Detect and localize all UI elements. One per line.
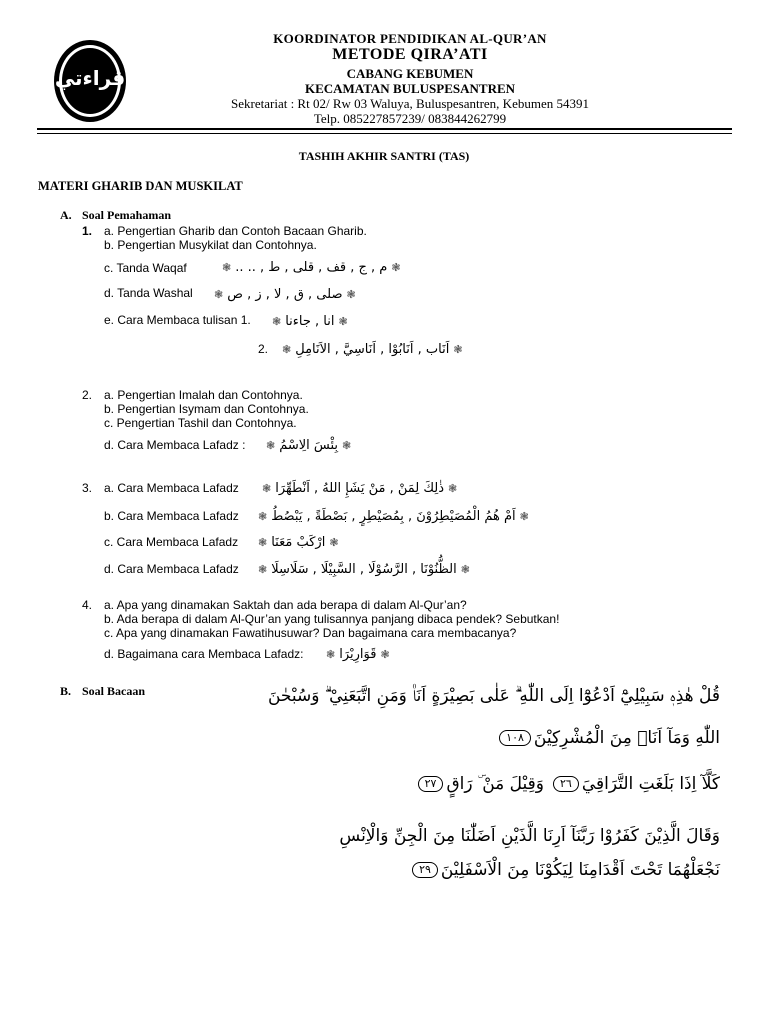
- q3-number: 3.: [82, 481, 93, 495]
- ornament-icon: ❃: [222, 261, 232, 274]
- header-line2: METODE QIRA’ATI: [332, 46, 488, 63]
- q1-a: a. Pengertian Gharib dan Contoh Bacaan Gharib.: [104, 224, 367, 238]
- logo-calligraphy: قراءتي: [54, 66, 126, 90]
- ornament-icon: ❃: [346, 288, 356, 301]
- verse3-number-badge: ٢٩: [412, 862, 438, 878]
- verse2: كَلَّآ اِذَا بَلَغَتِ التَّرَاقِيَ: [581, 774, 720, 794]
- header-rule-thick: [37, 128, 732, 130]
- header-rule-thin: [37, 133, 732, 134]
- q2-number: 2.: [82, 388, 93, 402]
- verse1-line2-row: [200, 728, 720, 748]
- qiraati-logo: [52, 38, 128, 124]
- ornament-icon: ❃: [453, 343, 463, 356]
- q4-d-arabic-box: [326, 642, 390, 666]
- q3-a: a. Cara Membaca Lafadz: [104, 481, 239, 495]
- q3-b: b. Cara Membaca Lafadz: [104, 509, 239, 523]
- q1-c: c. Tanda Waqaf: [104, 261, 187, 275]
- ornament-icon: ❃: [266, 439, 276, 452]
- q1-e: e. Cara Membaca tulisan 1.: [104, 313, 251, 327]
- q3-b-arabic-box: [258, 504, 529, 528]
- header-line4: KECAMATAN BULUSPESANTREN: [304, 81, 516, 96]
- q1-b: b. Pengertian Musykilat dan Contohnya.: [104, 238, 317, 252]
- q4-d-arabic: قَوَارِيْرَا: [339, 646, 377, 662]
- ornament-icon: ❃: [338, 315, 348, 328]
- q1-d-arabic-box: [214, 282, 356, 306]
- verse1-line1: قُلْ هٰذِهٖ سَبِيْلِيْٓ اَدْعُوْٓا اِلَى اللّٰهِ ۗ عَلٰى بَصِيْرَةٍ اَنَا۠ وَمَنِ اتَّبَعَنِيْ ۗ وَسُبْحٰنَ: [267, 686, 720, 706]
- verse3-line2: نَجْعَلْهُمَا تَحْتَ اَقْدَامِنَا لِيَكُوْنَا مِنَ الْاَسْفَلِيْنَ: [440, 860, 720, 880]
- ornament-icon: ❃: [329, 536, 339, 549]
- q1-c-arabic: م , ج , قف , قلى , ط , .. ..: [235, 259, 388, 275]
- q3-a-arabic-box: [262, 476, 457, 500]
- q4-c: c. Apa yang dinamakan Fawatihusuwar? Dan bagaimana cara membacanya?: [104, 626, 517, 640]
- section-main-heading: MATERI GHARIB DAN MUSKILAT: [38, 179, 243, 193]
- verse3-line2-row: [200, 860, 720, 880]
- q1-e-arabic-box: [272, 309, 348, 333]
- q3-c-arabic: ارْكَبْ مَعَنَا: [271, 534, 326, 550]
- ornament-icon: ❃: [262, 482, 272, 495]
- ornament-icon: ❃: [258, 536, 268, 549]
- ornament-icon: ❃: [258, 563, 268, 576]
- ornament-icon: ❃: [519, 510, 529, 523]
- ornament-icon: ❃: [258, 510, 268, 523]
- verse2b: وَقِيْلَ مَنْ ۜ رَاقٍ: [446, 774, 545, 794]
- q1-e2-arabic-box: [282, 336, 463, 362]
- header-line3: CABANG KEBUMEN: [346, 66, 474, 81]
- q4-b: b. Ada berapa di dalam Al-Qur’an yang tulisannya panjang dibaca pendek? Sebutkan!: [104, 612, 560, 626]
- verse2-row: [200, 774, 720, 794]
- ornament-icon: ❃: [342, 439, 352, 452]
- q1-e2-arabic: اَنَاب , اَنَابُوْا , اَنَاسِيَّ , الاَنَامِلِ: [295, 341, 450, 357]
- verse1-line2: اللّٰهِ وَمَآ اَنَا۠ مِنَ الْمُشْرِكِيْنَ: [533, 728, 720, 748]
- verse2b-number-badge: ٢٧: [418, 776, 444, 792]
- section-b-title: Soal Bacaan: [82, 684, 146, 698]
- q2-b: b. Pengertian Isymam dan Contohnya.: [104, 402, 309, 416]
- q2-d-arabic: بِئْسَ الِاسْمُ: [279, 437, 339, 453]
- section-a-label: A.: [60, 208, 72, 222]
- ornament-icon: ❃: [460, 563, 470, 576]
- q4-number: 4.: [82, 598, 93, 612]
- q3-b-arabic: اَمْ هُمُ الْمُصَيْطِرُوْنَ , بِمُصَيْطِرٍ , بَصْطَةً , يَبْصُطُ: [271, 508, 516, 524]
- q3-c-arabic-box: [258, 530, 339, 554]
- ornament-icon: ❃: [282, 343, 292, 356]
- header-phone: Telp. 085227857239/ 083844262799: [313, 111, 507, 126]
- q4-a: a. Apa yang dinamakan Saktah dan ada berapa di dalam Al-Qur’an?: [104, 598, 467, 612]
- q3-d-arabic: الظُّنُوْنَا , الرَّسُوْلَا , السَّبِيْلَا , سَلَاسِلَا: [271, 561, 457, 577]
- section-a-title: Soal Pemahaman: [82, 208, 172, 222]
- section-b-label: B.: [60, 684, 72, 698]
- ornament-icon: ❃: [380, 648, 390, 661]
- ornament-icon: ❃: [391, 261, 401, 274]
- q1-number: 1.: [82, 224, 93, 238]
- q2-d-arabic-box: [266, 433, 351, 457]
- verse1-number-badge: ١٠٨: [499, 730, 531, 746]
- q2-a: a. Pengertian Imalah dan Contohnya.: [104, 388, 303, 402]
- document-title: TASHIH AKHIR SANTRI (TAS): [298, 149, 470, 163]
- q2-c: c. Pengertian Tashil dan Contohnya.: [104, 416, 297, 430]
- ornament-icon: ❃: [448, 482, 458, 495]
- q2-d: d. Cara Membaca Lafadz :: [104, 438, 246, 452]
- q3-d: d. Cara Membaca Lafadz: [104, 562, 239, 576]
- header-line1: KOORDINATOR PENDIDIKAN AL-QUR’AN: [273, 31, 547, 46]
- q3-c: c. Cara Membaca Lafadz: [104, 535, 239, 549]
- ornament-icon: ❃: [272, 315, 282, 328]
- q1-e2: 2.: [258, 342, 269, 356]
- q3-d-arabic-box: [258, 557, 470, 581]
- verse3-line1: وَقَالَ الَّذِيْنَ كَفَرُوْا رَبَّنَآ اَرِنَا الَّذَيْنِ اَضَلّٰنَا مِنَ الْجِنِّ وَالْاِنْسِ: [339, 826, 720, 846]
- header-address: Sekretariat : Rt 02/ Rw 03 Waluya, Buluspesantren, Kebumen 54391: [231, 96, 589, 111]
- q1-d-arabic: صلى , ق , لا , ز , ص: [227, 286, 343, 302]
- verse2-number-badge: ٢٦: [553, 776, 579, 792]
- ornament-icon: ❃: [326, 648, 336, 661]
- ornament-icon: ❃: [214, 288, 224, 301]
- q3-a-arabic: ذٰلِكَ لِمَنْ , مَنْ يَشَإِ اللهُ , اَنْطَهِّرَا: [275, 480, 445, 496]
- q4-d: d. Bagaimana cara Membaca Lafadz:: [104, 647, 304, 661]
- q1-d: d. Tanda Washal: [104, 286, 193, 300]
- q1-e-arabic: انا , جاءنا: [285, 313, 335, 329]
- q1-c-arabic-box: [222, 255, 401, 279]
